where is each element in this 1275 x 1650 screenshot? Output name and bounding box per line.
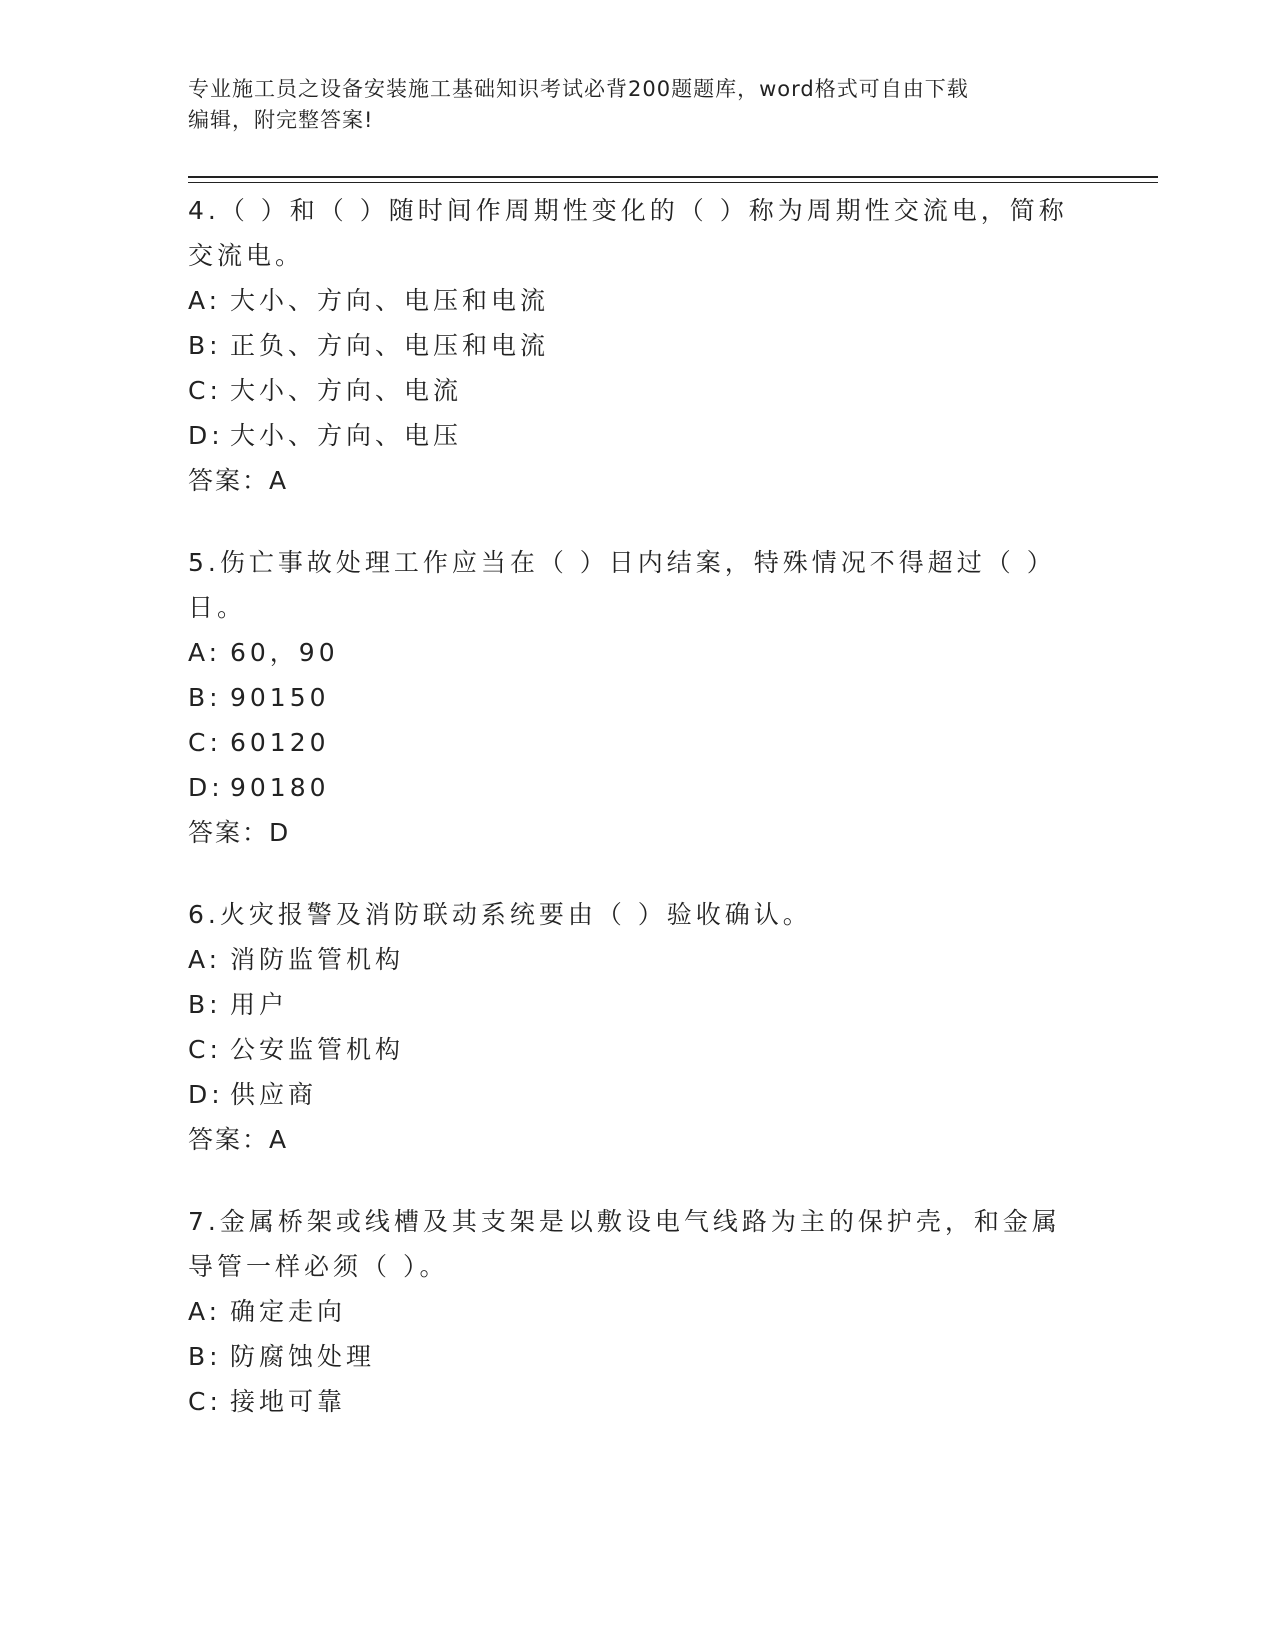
option-text: 60120 <box>230 728 330 757</box>
question-stem <box>188 892 1088 937</box>
document-header <box>188 74 1088 136</box>
option-letter: B: <box>188 990 222 1019</box>
option-d <box>188 413 1088 458</box>
option-letter: D: <box>188 421 224 450</box>
option-c <box>188 720 1088 765</box>
option-c <box>188 1027 1088 1072</box>
option-b <box>188 982 1088 1027</box>
option-text: 消防监管机构 <box>230 945 405 974</box>
header-title-line-2: 编辑，附完整答案! <box>188 108 374 132</box>
option-a <box>188 630 1088 675</box>
question-stem-line: 7.金属桥架或线槽及其支架是以敷设电气线路为主的保护壳，和金属 <box>188 1207 1061 1236</box>
option-text: 60，90 <box>230 638 339 667</box>
option-letter: A: <box>188 638 222 667</box>
question-stem-line: 4.（ ）和（ ）随时间作周期性变化的（ ）称为周期性交流电，简称 <box>188 196 1068 225</box>
option-letter: B: <box>188 331 222 360</box>
question-stem <box>188 540 1088 630</box>
option-letter: D: <box>188 773 224 802</box>
option-letter: B: <box>188 1342 222 1371</box>
question-stem-line: 导管一样必须（ ）。 <box>188 1252 449 1281</box>
option-d <box>188 1072 1088 1117</box>
option-a <box>188 937 1088 982</box>
question-stem-line: 5.伤亡事故处理工作应当在（ ）日内结案，特殊情况不得超过（ ） <box>188 548 1056 577</box>
option-letter: D: <box>188 1080 224 1109</box>
option-text: 供应商 <box>230 1080 318 1109</box>
question-stem <box>188 1199 1088 1289</box>
option-c <box>188 368 1088 413</box>
option-b <box>188 1334 1088 1379</box>
option-text: 正负、方向、电压和电流 <box>230 331 550 360</box>
question-7 <box>188 1199 1088 1424</box>
question-stem <box>188 188 1088 278</box>
header-divider-thick <box>188 176 1158 178</box>
option-letter: C: <box>188 1035 222 1064</box>
option-letter: A: <box>188 1297 222 1326</box>
question-6 <box>188 892 1088 1162</box>
option-text: 大小、方向、电流 <box>230 376 463 405</box>
option-letter: C: <box>188 376 222 405</box>
answer-line: 答案：A <box>188 1125 289 1154</box>
question-stem-line: 6.火灾报警及消防联动系统要由（ ）验收确认。 <box>188 900 812 929</box>
option-text: 90180 <box>230 773 330 802</box>
option-letter: A: <box>188 945 222 974</box>
question-list <box>188 188 1088 1461</box>
option-text: 大小、方向、电压 <box>230 421 463 450</box>
question-stem-line: 交流电。 <box>188 241 305 270</box>
option-text: 90150 <box>230 683 330 712</box>
header-title-line-1: 专业施工员之设备安装施工基础知识考试必背200题题库，word格式可自由下载 <box>188 77 969 101</box>
option-letter: C: <box>188 1387 222 1416</box>
option-text: 公安监管机构 <box>230 1035 405 1064</box>
answer-line: 答案：D <box>188 818 291 847</box>
option-letter: A: <box>188 286 222 315</box>
question-stem-line: 日。 <box>188 593 247 622</box>
answer-line: 答案：A <box>188 466 289 495</box>
option-text: 防腐蚀处理 <box>230 1342 376 1371</box>
option-d <box>188 765 1088 810</box>
option-c <box>188 1379 1088 1424</box>
option-b <box>188 675 1088 720</box>
option-letter: C: <box>188 728 222 757</box>
header-divider-thin <box>188 182 1158 183</box>
option-text: 用户 <box>230 990 289 1019</box>
option-a <box>188 1289 1088 1334</box>
option-text: 大小、方向、电压和电流 <box>230 286 550 315</box>
option-a <box>188 278 1088 323</box>
question-4 <box>188 188 1088 503</box>
option-b <box>188 323 1088 368</box>
option-text: 确定走向 <box>230 1297 347 1326</box>
option-text: 接地可靠 <box>230 1387 347 1416</box>
option-letter: B: <box>188 683 222 712</box>
question-5 <box>188 540 1088 855</box>
